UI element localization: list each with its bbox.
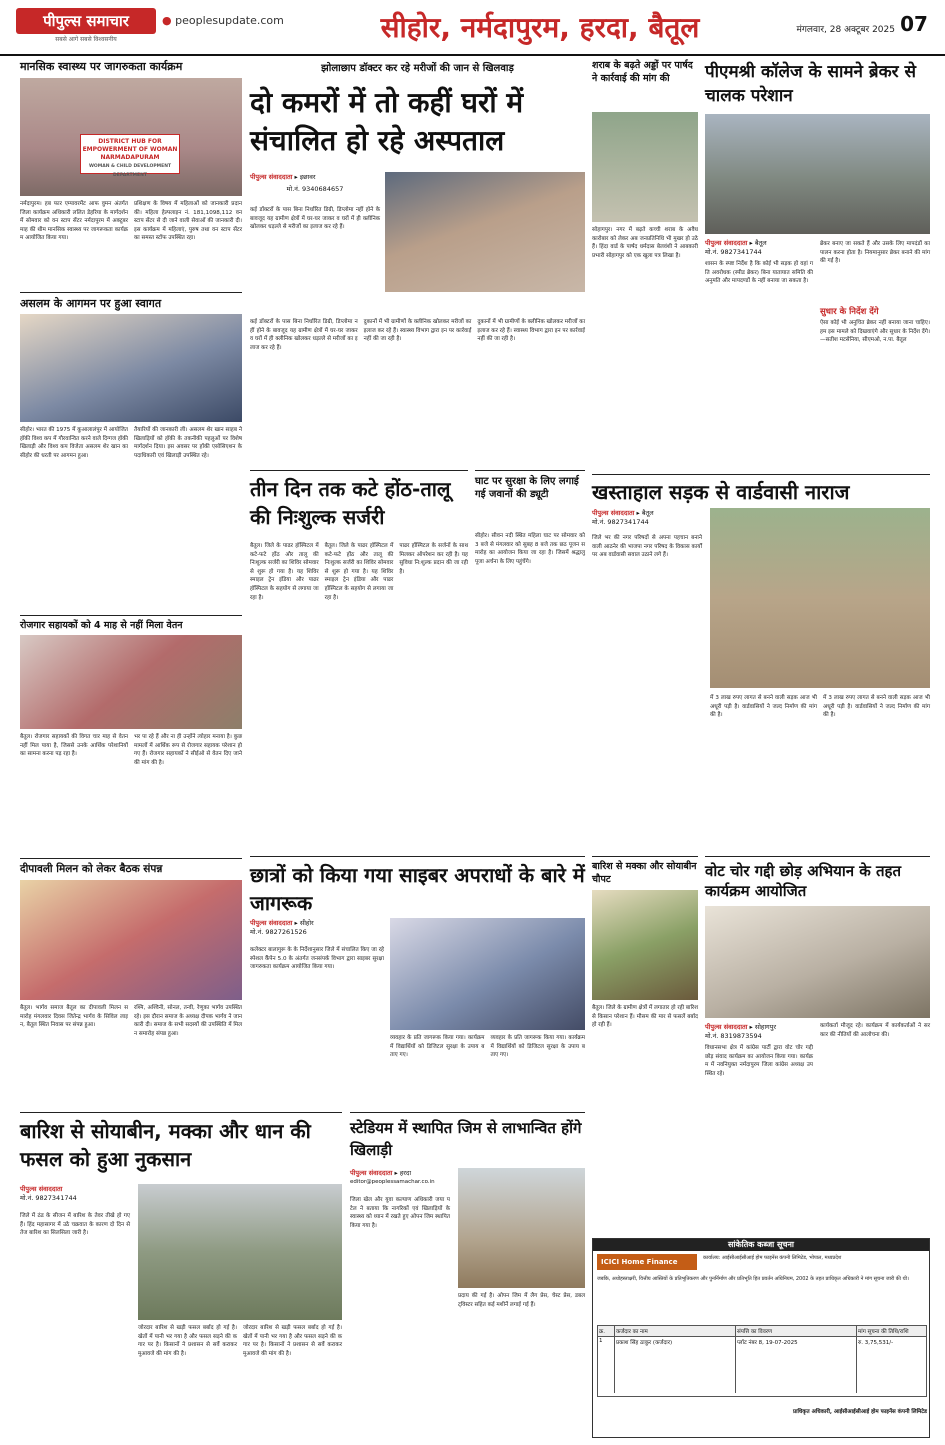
kicker: झोलाछाप डॉक्टर कर रहे मरीजों की जान से खिलवाड़ [321,63,514,74]
headline: बारिश से सोयाबीन, मक्का और धान की फसल को हुआ नुकसान [20,1119,311,1171]
headline: दो कमरों में तो कहीं घरों में संचालित हो रहे अस्पताल [250,86,524,157]
ad-heading: सांकेतिक कब्जा सूचना [593,1239,929,1251]
s3-columns [20,733,242,845]
dateline: सीहोर [299,919,314,927]
s11-columns [710,694,930,844]
byline [20,1184,130,1202]
byline: पीपुल्स संवाददाता ▸ सीहोर मो.नं. 9827261526 [250,919,314,936]
story-speed-breaker [705,60,930,470]
body-text: बैतूल। भार्गव समाज बैतूल का दीपावली मिलन समारोह मंगलवार दिवस जितेन्द्र भार्गव के सिविल लाइन, बैतूल स्थित निवास पर संपन्न हुआ। [20,1005,128,1029]
ad-possession-notice [592,1238,930,1438]
s6-columns [250,206,380,314]
reporter: पीपुल्स संवाददाता [350,1169,393,1177]
photo-protest [20,635,242,729]
headline: मानसिक स्वास्थ्य पर जागरुकता कार्यक्रम [20,60,183,73]
headline: घाट पर सुरक्षा के लिए लगाई गई जवानों की ड्यूटी [475,476,579,500]
body-text: रश्मि, अश्विनी, सोनल, तन्वी, रेणुका भार्गव उपस्थित रहे। इस दौरान समाज के अध्यक्ष दीपक भार्गव ने जानकारी दी। समाज के सभी सदस्यों की उपस्थिति में मिलन समारोह संपन्न हुआ। [134,1005,242,1037]
body-text: बैतूल। जिले के पाढर हॉस्पिटल में कटे-फटे होंठ और तालू की निःशुल्क सर्जरी का शिविर सोमवार से शुरू हो गया है। यह शिविर स्माइल ट्रेन इंडिया और पाढर हॉस्पिटल के सहयोग से लगाया जा रहा है। [250,543,319,601]
headline: तीन दिन तक कटे होंठ-तालू की निःशुल्क सर्जरी [250,477,451,529]
table-header: संपत्ति का विवरण [735,1326,856,1336]
note-box [820,306,930,396]
story-rain-crop-loss [20,1112,342,1438]
issue-date: मंगलवार, 28 अक्टूबर 2025 [796,25,895,35]
photo-clinic [385,172,585,292]
body-text: जिला खेल और युवा कल्याण अधिकारी जया पटेल ने बताया कि नागरिकों एवं खिलाड़ियों के स्वास्थ्य को ध्यान में रखते हुए ओपन जिम स्थापित किया गया है। [350,1197,450,1229]
s6-columns-bottom [250,318,585,458]
reporter: पीपुल्स संवाददाता [592,509,635,517]
photo-classroom [390,918,585,1030]
body-text: व्यवहार के प्रति जागरूक किया गया। कार्यक्रम में विद्यार्थियों को डिजिटल सुरक्षा के उपाय बताए गए। [490,1035,585,1059]
body-text: जोरदार बारिश से खड़ी फसल बर्बाद हो गई है। खेतों में पानी भर गया है और फसल सड़ने की कगार पर है। किसानों ने प्रशासन से सर्वे कराकर मुआवजे की मांग की है। [138,1325,237,1357]
photo-gym [458,1168,585,1288]
byline: पीपुल्स संवाददाता ▸ बैतूल मो.नं. 9827341744 [705,239,767,256]
body-text: सोहागपुर। नगर में बढ़ते कच्ची शराब के अवैध कारोबार को लेकर अब जनप्रतिनिधि भी मुखर हो उठे हैं। हिंदा वार्ड के पार्षद धर्मदास बेलवंशी ने आबकारी प्रभारी सोहागपुर को एक खुला पत्र लिखा है। [592,227,698,259]
table-row [598,1337,926,1393]
s7-columns [250,542,468,842]
note-text: ऐसा कोई भी अनुचित ब्रेकर नहीं बनाया जाना चाहिए। हम इस मामले को दिखवाएंगे और सुधार के निर्देश देंगे। —सतीश मटसेनिया, सीएमओ, न.पा. बैतूल [820,320,930,344]
byline: पीपुल्स संवाददाता ▸ इछावर मो.नं. 9340684657 [250,172,380,193]
table-header: मांग सूचना की तिथि/राशि [856,1326,926,1336]
story-bad-road [592,474,930,852]
mobile: मो.नं. 9827341744 [20,1194,77,1202]
byline: पीपुल्स संवाददाता ▸ बैतूल मो.नं. 9827341744 [592,509,654,526]
story-quack-hospitals [250,60,585,465]
photo-banner-group [20,78,242,196]
photo-broken-road [710,508,930,688]
headline: पीएमश्री कॉलेज के सामने ब्रेकर से चालक परेशान [705,62,917,106]
s12-columns-bottom [390,1034,585,1104]
headline: स्टेडियम में स्थापित जिम से लाभान्वित होंगे खिलाड़ी [350,1119,582,1159]
headline: रोजगार सहायकों को 4 माह से नहीं मिला वेतन [20,620,183,631]
story-ghat-security [475,470,585,850]
body-text: सीहोर। भारत की 1975 में कुआलालंपुर में आयोजित हॉकी विश्व कप में गौरवान्वित करने वाले दिग्गज हॉकी खिलाड़ी और विश्व कप विजेता असलम शेर खान का सीहोर की धरती पर आगमन हुआ। [20,427,128,459]
table-cell: प्लॉट नंबर 8, 19-07-2025 [735,1337,856,1393]
headline: दीपावली मिलन को लेकर बैठक संपन्न [20,863,163,875]
table-cell: प्रकाश सिंह ठाकुर (कर्जदार) [614,1337,735,1393]
table-cell: 1 [599,1338,603,1344]
body-text: में 3 लाख रुपए लागत से बनने वाली सड़क आज भी अधूरी पड़ी है। वार्डवासियों ने जल्द निर्माण की मांग की है। [710,695,817,719]
body-text: बैतूल। जिले के ग्रामीण क्षेत्रों में लगातार हो रही बारिश से किसान परेशान हैं। मौसम की मार से फसलें बर्बाद हो रही हैं। [592,1005,698,1029]
body-text: जिले में ठंड के सीजन में बारिश के तेवर तीखे हो गए हैं। हिंद महासागर में उठे चक्रवात के कारण दो दिन से तेज बारिश का सिलसिला जारी है। [20,1213,130,1237]
body-text: प्रदाय की गई है। ओपन जिम में लैग प्रेस, चेस्ट प्रेस, डबल ट्विस्टर सहित कई मशीनें लगाई गई हैं। [458,1293,585,1308]
photo-gathering [20,880,242,1000]
s2-columns [20,426,242,606]
mobile: मो.नं. 9340684657 [286,185,344,193]
table-header: क्र. [599,1329,605,1335]
masthead [0,0,945,56]
photo-meeting [705,906,930,1018]
photo-road [705,114,930,234]
body-text: पाढर हॉस्पिटल के सर्जनों के साथ मिलकर ऑपरेशन कर रही है। यह सुविधा नि:शुल्क प्रदान की जा रही है। [399,543,469,575]
body-text: दुकानों में भी ग्रामीणों के क्लीनिक खोलकर मरीजों का इलाज कर रहे हैं। स्वास्थ्य विभाग द्वारा इन पर कार्रवाई नहीं की जा रही है। [477,319,586,343]
banner-text: DISTRICT HUB FOR EMPOWERMENT OF WOMAN NARMADAPURAM [82,138,178,161]
page-number: 07 [900,12,928,36]
story-liquor-dens [592,60,698,465]
story-cyber-awareness [250,856,585,1106]
dateline: सोहागपुर [754,1023,777,1031]
photo-crop [592,890,698,1000]
byline: पीपुल्स संवाददाता ▸ सोहागपुर मो.नं. 8319873594 [705,1023,777,1040]
mobile: मो.नं. 9827341744 [705,248,762,256]
body-text: कार्यकर्ता मौजूद रहे। कार्यक्रम में कार्यकर्ताओं ने सरकार की नीतियों की आलोचना की। [820,1023,930,1038]
dateline: बैतूल [754,239,767,247]
table-cell: रु. 3,75,531/- [856,1337,926,1393]
story-mental-health [20,60,242,288]
story-diwali-milan [20,858,242,1108]
headline: बारिश से मक्का और सोयाबीन चौपट [592,861,697,885]
ad-body: जबकि, अधोहस्ताक्षरी, वित्तीय आस्तियों के प्रतिभूतिकरण और पुनर्निर्माण और प्रतिभूति हित प्रवर्तन अधिनियम, 2002 के तहत प्राधिकृत अधिकारी ने मांग सूचना जारी की थी। [597,1276,909,1282]
reporter: पीपुल्स संवाददाता [705,239,748,247]
photo-waterlogged-field [138,1184,342,1320]
dateline: हरदा [399,1169,412,1177]
body-text: नर्मदापुरम। हब फार एम्पावरमेंट आफ वुमन अंतर्गत जिला कार्यक्रम अधिकारी ललित डेहरिया के मार्गदर्शन में सोमवार को वन स्टाप सेंटर नर्मदापुरम में अक्टूबर माह की थीम मानसिक स्वास्थ्य पर जागरूकता कार्यक्रम आयोजित किया गया। [20,201,128,242]
body-text: भर पा रहे हैं और ना ही उन्होंने त्योहार मनाया है। कुछ मामलों में आर्थिक रूप से रोजगार सहायक परेशान हो गए हैं। रोजगार सहायकों ने सीईओ से वेतन दिए जाने की मांग की है। [134,734,242,766]
story-stadium-gym [350,1112,585,1438]
body-text: विधानसभा क्षेत्र में कांग्रेस पार्टी द्वारा वोट चोर गद्दी छोड़ संवाद कार्यक्रम का आयोजन किया गया। कार्यक्रम में नवनियुक्त नर्मदापुरम जिला कांग्रेस अध्यक्ष उपस्थित रहे। [705,1045,813,1077]
s4-columns [20,1004,242,1108]
reporter: पीपुल्स संवाददाता [250,919,293,927]
website-text: peoplesupdate.com [175,14,284,27]
story-employment-assistants [20,615,242,855]
ad-address: कार्यालय: आईसीआईसीआई होम फाइनेंस कंपनी लिमिटेड, भोपाल, मध्यप्रदेश [703,1255,842,1261]
mobile: मो.नं. 8319873594 [705,1032,762,1040]
headline: छात्रों को किया गया साइबर अपराधों के बारे में जागरूक [250,863,585,915]
body-text: तैयारियों की जानकारी ली। असलम शेर खान साहब ने खिलाड़ियों को हॉकी के तकनीकी पहलुओं पर विशेष मार्गदर्शन दिया। इस अवसर पर हॉकी एसोसिएशन के पदाधिकारी एवं खिलाड़ी उपस्थित रहे। [134,427,242,459]
photo-felicitation [20,314,242,422]
table-header: कर्जदार का नाम [614,1326,735,1336]
banner [80,134,180,178]
region-title: सीहोर, नर्मदापुरम, हरदा, बैतूल [380,11,700,44]
dateline: बैतूल [641,509,654,517]
byline: पीपुल्स संवाददाता ▸ हरदा editor@peoplessamachar.co.in [350,1169,435,1185]
reporter: पीपुल्स संवाददाता [250,173,293,181]
banner-subtext: WOMAN & CHILD DEVELOPMENT DEPARTMENT [88,164,172,178]
photo-liquor [592,112,698,222]
body-text: बैतूल। जिले के पाढर हॉस्पिटल में कटे-फटे होंठ और तालू की निःशुल्क सर्जरी का शिविर सोमवार से शुरू हो गया है। यह शिविर स्माइल ट्रेन इंडिया और पाढर हॉस्पिटल के सहयोग से लगाया जा रहा है। [324,543,394,601]
body-text: दुकानों में भी ग्रामीणों के क्लीनिक खोलकर मरीजों का इलाज कर रहे हैं। स्वास्थ्य विभाग द्वारा इन पर कार्रवाई नहीं की जा रही है। [363,319,472,343]
body-text: प्रशिक्षण के विषय में महिलाओं को जानकारी प्रदान की। महिला हेल्पलाइन नं. 181,1098,112 वन स्टाप सेंटर से दी जाने वाली सेवाओं की जानकारी दी। इस कार्यक्रम में महिलाएं, पुरुष तथा वन स्टाप सेंटर का समस्त स्टॉफ उपस्थित रहा। [134,201,242,242]
mobile: मो.नं. 9827341744 [592,518,649,526]
body-text: कलेक्टर बालागुरू के के निर्देशानुसार जिले में संचालित किए जा रहे स्पेशल कैंपेन 5.0 के अंतर्गत जनसंपर्क विभाग द्वारा साइबर सुरक्षा जागरुकता कार्यक्रम आयोजित किया गया। [250,947,384,971]
headline: खस्ताहाल सड़क से वार्डवासी नाराज [592,480,850,504]
note-title: सुधार के निर्देश देंगे [820,307,879,317]
body-text: शासन के स्पष्ट निर्देश है कि कोई भी सड़क हो वहां गति अवरोधक (स्पीड ब्रेकर) बिना यातायात समिति की अनुमति और मापदण्डों के नहीं बनाया जा सकता है। [705,261,813,285]
body-text: सीहोर। सीवन नदी स्थित महिला घाट पर सोमवार को 3 बजे से मंगलवार को सुबह 8 बजे तक छठ पूजन समारोह का आयोजन किया जा रहा है। जिसमें श्रद्धालु पूजा अर्चना के लिए पहुंचेंगे। [475,533,585,565]
s1-columns [20,200,242,288]
body-text: कई डॉक्टरों के पास बिना निर्धारित डिग्री, डिप्लोमा नहीं होने के बावजूद यह ग्रामीण क्षेत्रों में घर-घर जाकर व घरों में ही क्लीनिक खोलकर धड़ल्ले से मरीजों का इलाज कर रहे हैं। [250,207,380,231]
email[interactable]: editor@peoplessamachar.co.in [350,1179,435,1185]
story-vote-chor [705,856,930,1232]
story-cleft-surgery [250,470,468,850]
mobile: मो.नं. 9827261526 [250,928,307,936]
body-text: ब्रेकर बनाए जा सकते हैं और उसके लिए मापदंडों का पालन करना होता है। नियमानुसार ब्रेकर बनाने की मांग की गई है। [820,241,930,265]
ad-brand: ICICI Home Finance [597,1254,697,1270]
s12-columns [250,946,384,1096]
story-maize-soybean [592,856,698,1106]
body-text: जोरदार बारिश से खड़ी फसल बर्बाद हो गई है। खेतों में पानी भर गया है और फसल सड़ने की कगार पर है। किसानों ने प्रशासन से सर्वे कराकर मुआवजे की मांग की है। [243,1325,342,1357]
headline: असलम के आगमन पर हुआ स्वागत [20,297,162,310]
body-text: व्यवहार के प्रति जागरूक किया गया। कार्यक्रम में विद्यार्थियों को डिजिटल सुरक्षा के उपाय बताए गए। [390,1035,485,1059]
headline: शराब के बढ़ते अड्डों पर पार्षद ने कार्रवाई की मांग की [592,60,693,84]
ad-signature: प्राधिकृत अधिकारी, आईसीआईसीआई होम फाइनेंस कंपनी लिमिटेड [792,1409,927,1415]
globe-icon: ● [162,14,172,27]
dateline: इछावर [299,173,316,181]
website[interactable] [162,14,284,27]
logo-tagline: सबसे आगे सबसे विश्वसनीय [55,36,117,43]
body-text: कई डॉक्टरों के पास बिना निर्धारित डिग्री, डिप्लोमा नहीं होने के बावजूद यह ग्रामीण क्षेत्रों में घर-घर जाकर व घरों में ही क्लीनिक खोलकर धड़ल्ले से मरीजों का इलाज कर रहे हैं। [250,319,358,351]
story-aslam [20,292,242,612]
body-text: बैतूल। रोजगार सहायकों की विगत चार माह से वेतन नहीं मिल पाया है, जिससे उनके आर्थिक परेशानियों का सामना करना पड़ रहा है। [20,734,128,758]
reporter: पीपुल्स संवाददाता [705,1023,748,1031]
body-text: में 3 लाख रुपए लागत से बनने वाली सड़क आज भी अधूरी पड़ी है। वार्डवासियों ने जल्द निर्माण की मांग की है। [823,695,930,719]
logo[interactable]: पीपुल्स समाचार [16,8,156,34]
reporter: पीपुल्स संवाददाता [20,1185,63,1193]
s5-columns [138,1324,342,1434]
ad-table [597,1325,927,1397]
body-text: जिले भर की नगर परिषदों से अपना पहचान बनाने वाली आठनेर की भाजपा नगर परिषद के विकास कार्यों पर अब वार्डवासी सवाल उठाने लगे हैं। [592,535,702,559]
headline: वोट चोर गद्दी छोड़ अभियान के तहत कार्यक्रम आयोजित [705,862,902,900]
